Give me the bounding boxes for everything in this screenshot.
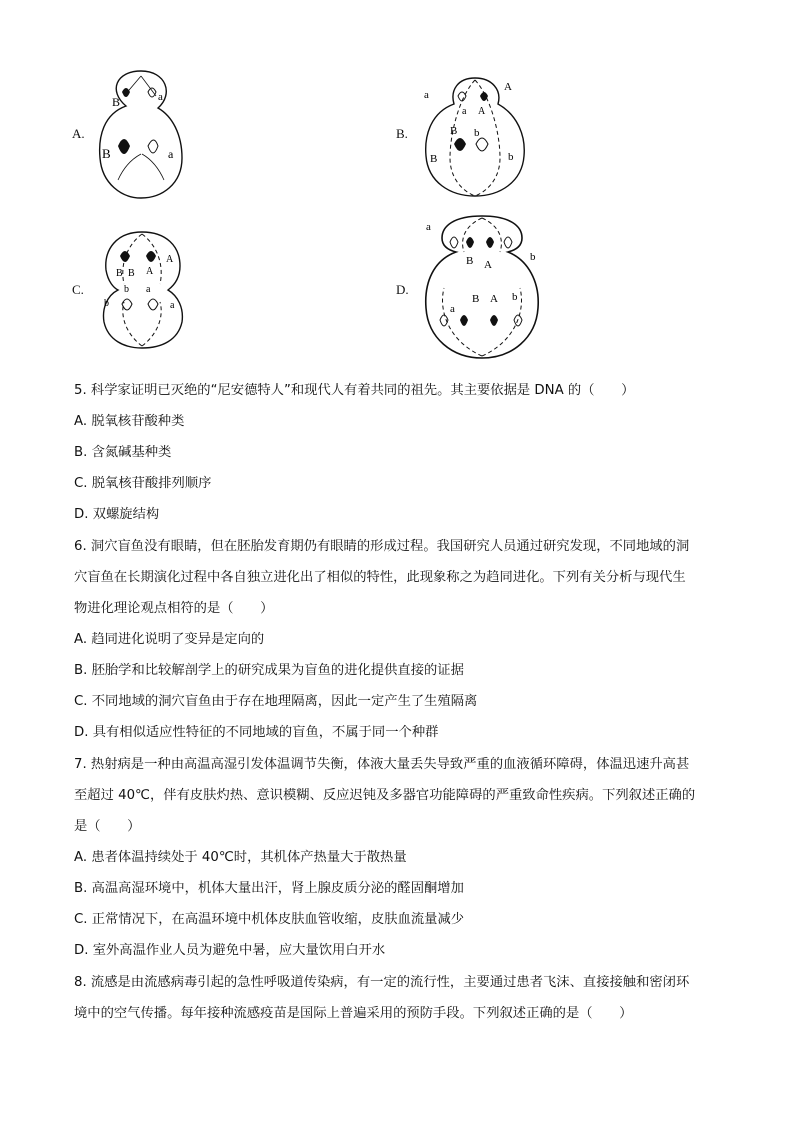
question-5-option-c[interactable]: C. 脱氧核苷酸排列顺序: [74, 476, 212, 491]
gene-label-B: B: [430, 153, 438, 165]
question-6-stem-line-3: 物进化理论观点相符的是（ ）: [74, 601, 274, 616]
option-label-d: D.: [396, 282, 409, 297]
gene-label-a: a: [168, 147, 174, 161]
question-6-option-c[interactable]: C. 不同地域的洞穴盲鱼由于存在地理隔离，因此一定产生了生殖隔离: [74, 694, 478, 709]
gene-label-B: B: [102, 146, 111, 161]
gene-label-b: b: [474, 127, 480, 139]
gene-label-b: b: [104, 298, 109, 309]
option-label-c: C.: [72, 282, 84, 297]
gene-label-B: B: [466, 255, 474, 267]
gene-label-A: A: [166, 254, 174, 265]
gene-label-B: B: [116, 268, 123, 279]
gene-label-B: B: [112, 95, 121, 109]
gene-label-b: b: [530, 251, 536, 263]
gene-label-a: a: [146, 284, 151, 295]
option-label-b: B.: [396, 126, 408, 141]
gene-label-B: B: [450, 125, 458, 137]
question-8-stem-line-1: 8. 流感是由流感病毒引起的急性呼吸道传染病，有一定的流行性，主要通过患者飞沫、直接接触和密闭环: [74, 975, 690, 990]
question-5-option-d[interactable]: D. 双螺旋结构: [74, 507, 160, 522]
gene-label-A: A: [490, 293, 498, 305]
question-7-option-b[interactable]: B. 高温高湿环境中，机体大量出汗，肾上腺皮质分泌的醛固酮增加: [74, 881, 464, 896]
question-7-stem-line-3: 是（ ）: [74, 819, 141, 834]
gene-label-A: A: [484, 259, 492, 271]
question-5-stem: 5. 科学家证明已灭绝的“尼安德特人”和现代人有着共同的祖先。其主要依据是 DNA 的（ ）: [74, 383, 635, 398]
gene-label-b: b: [124, 284, 129, 295]
gene-label-b: b: [512, 291, 518, 303]
gene-label-B: B: [128, 268, 135, 279]
gene-label-a: a: [170, 300, 175, 311]
cell-diagram-b: [420, 72, 530, 200]
option-label-a: A.: [72, 126, 85, 141]
question-7-option-d[interactable]: D. 室外高温作业人员为避免中暑，应大量饮用白开水: [74, 943, 386, 958]
gene-label-A: A: [504, 81, 512, 93]
gene-label-a: a: [426, 221, 431, 233]
question-7-stem-line-1: 7. 热射病是一种由高温高湿引发体温调节失衡，体液大量丢失导致严重的血液循环障碍，体温迅速升高甚: [74, 757, 690, 772]
question-7-option-a[interactable]: A. 患者体温持续处于 40℃时，其机体产热量大于散热量: [74, 850, 407, 865]
cell-diagram-a: [96, 66, 186, 202]
question-6-option-d[interactable]: D. 具有相似适应性特征的不同地域的盲鱼，不属于同一个种群: [74, 725, 439, 740]
question-6-stem-line-2: 穴盲鱼在长期演化过程中各自独立进化出了相似的特性，此现象称之为趋同进化。下列有关分析与现代生: [74, 570, 686, 585]
gene-label-a: a: [450, 303, 455, 315]
gene-label-a: a: [424, 89, 429, 101]
question-6-option-b[interactable]: B. 胚胎学和比较解剖学上的研究成果为盲鱼的进化提供直接的证据: [74, 663, 464, 678]
question-5-option-a[interactable]: A. 脱氧核苷酸种类: [74, 414, 185, 429]
gene-label-b: b: [508, 151, 514, 163]
gene-label-A: A: [146, 266, 154, 277]
question-7-stem-line-2: 至超过 40℃，伴有皮肤灼热、意识模糊、反应迟钝及多器官功能障碍的严重致命性疾病。下列叙述正确的: [74, 788, 696, 803]
question-5-option-b[interactable]: B. 含氮碱基种类: [74, 445, 172, 460]
cell-diagram-d: [420, 212, 544, 362]
question-7-option-c[interactable]: C. 正常情况下，在高温环境中机体皮肤血管收缩，皮肤血流量减少: [74, 912, 465, 927]
gene-label-a: a: [462, 106, 467, 117]
gene-label-A: A: [478, 106, 486, 117]
gene-label-B: B: [472, 293, 480, 305]
question-6-stem-line-1: 6. 洞穴盲鱼没有眼睛，但在胚胎发育期仍有眼睛的形成过程。我国研究人员通过研究发现，不同地域的洞: [74, 539, 690, 554]
question-6-option-a[interactable]: A. 趋同进化说明了变异是定向的: [74, 632, 265, 647]
question-8-stem-line-2: 境中的空气传播。每年接种流感疫苗是国际上普遍采用的预防手段。下列叙述正确的是（ ）: [74, 1006, 633, 1021]
gene-label-a: a: [158, 91, 163, 103]
cell-diagram-c: [96, 226, 188, 352]
